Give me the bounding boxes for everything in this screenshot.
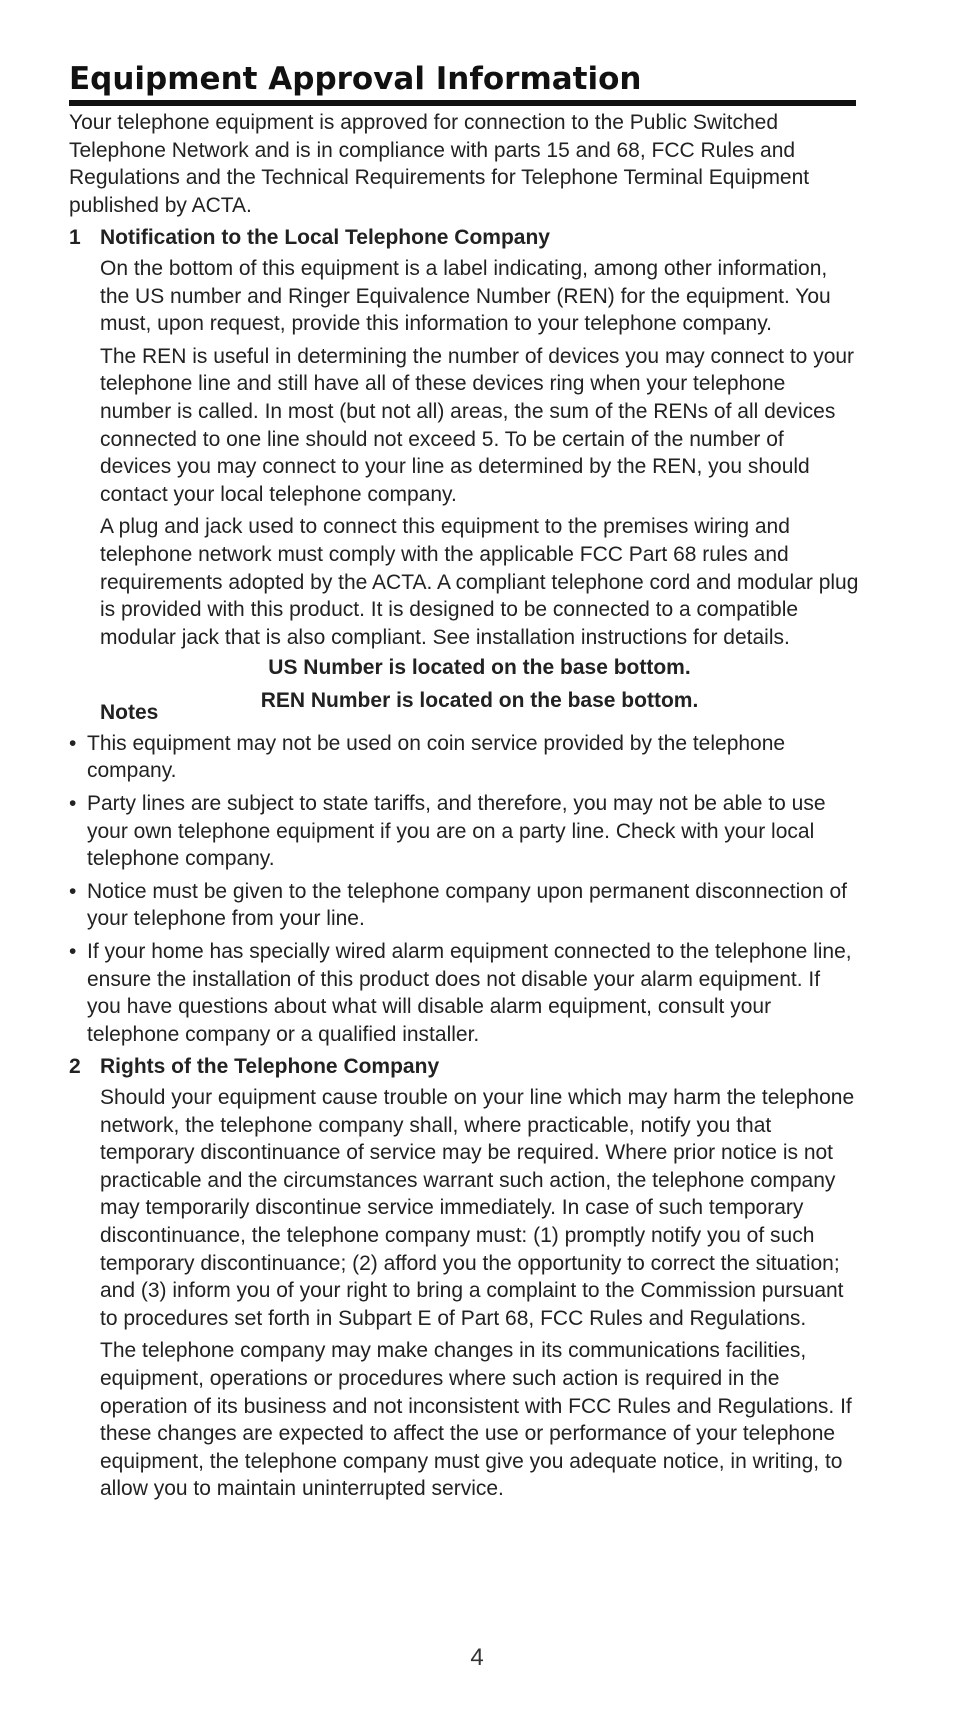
section-1-paragraph: The REN is useful in determining the number of devices you may connect to your telephone line and still have all of these devices ring when your telephone number is called. In most (but not all) areas, the sum of the RENs of all devices connected to one line should not exceed 5. To be certain of the number of devices you may connect to your line as determined by the REN, you should contact your local telephone company. — [100, 344, 855, 506]
section-1-paragraph: On the bottom of this equipment is a label indicating, among other information, the US number and Ringer Equivalence Number (REN) for the equipment. You must, upon request, provide this information to your telephone company. — [100, 256, 831, 336]
list-item — [69, 878, 859, 933]
note-text: Party lines are subject to state tariffs, and therefore, you may not be able to use your own telephone equipment if you are on a party line. Check with your local telephone company. — [87, 792, 826, 871]
list-item — [69, 730, 859, 785]
section-1-body — [100, 255, 859, 727]
us-number-note: US Number is located on the base bottom. — [268, 656, 691, 680]
page-title: Equipment Approval Information — [69, 61, 642, 97]
page-number: 4 — [470, 1644, 484, 1671]
list-item — [69, 790, 859, 873]
section-2-heading — [69, 1053, 859, 1081]
notes-list — [69, 730, 859, 1049]
section-2-paragraph: Should your equipment cause trouble on your line which may harm the telephone network, the telephone company shall, where practicable, notify you that temporary discontinuance of service may be required. Where prior notice is not practicable and the circumstances warrant such action, the telephone company may temporarily discontinue service immediately. In case of such temporary discontinuance, the telephone company must: (1) promptly notify you of such temporary discontinuance; (2) afford you the opportunity to correct the situation; and (3) inform you of your right to bring a complaint to the Commission pursuant to procedures set forth in Subpart E of Part 68, FCC Rules and Regulations. — [100, 1086, 855, 1330]
bullet-icon: • — [69, 792, 77, 816]
notes-heading: Notes — [100, 701, 159, 725]
bullet-icon: • — [69, 940, 77, 964]
section-2-body — [100, 1084, 859, 1503]
ren-number-note: REN Number is located on the base bottom. — [260, 689, 699, 713]
section-1-heading — [69, 224, 859, 252]
document-page — [69, 60, 859, 1503]
bullet-icon: • — [69, 879, 77, 903]
section-2-number: 2 — [69, 1055, 81, 1079]
bullet-icon: • — [69, 731, 77, 755]
section-1-number: 1 — [69, 226, 81, 250]
list-item — [69, 938, 859, 1048]
note-text: If your home has specially wired alarm equipment connected to the telephone line, ensure the installation of this product does not disable your alarm equipment. If you have questions about what will disable alarm equipment, consult your telephone company or a qualified installer. — [87, 940, 852, 1046]
section-2-title: Rights of the Telephone Company — [100, 1055, 440, 1079]
intro-paragraph: Your telephone equipment is approved for connection to the Public Switched Telephone Network and is in compliance with parts 15 and 68, FCC Rules and Regulations and the Technical Requirements for Telephone Terminal Equipment published by ACTA. — [69, 111, 810, 217]
note-text: Notice must be given to the telephone company upon permanent disconnection of your telephone from your line. — [87, 879, 847, 931]
note-text: This equipment may not be used on coin service provided by the telephone company. — [87, 731, 786, 783]
title-underline-divider — [69, 100, 856, 106]
section-2-paragraph: The telephone company may make changes in its communications facilities, equipment, operations or procedures where such action is required in the operation of its business and not inconsistent with FCC Rules and Regulations. If these changes are expected to affect the use or performance of your telephone equipment, the telephone company must give you adequate notice, in writing, to allow you to maintain uninterrupted service. — [100, 1339, 852, 1501]
section-1-paragraph: A plug and jack used to connect this equipment to the premises wiring and telephone network must comply with the applicable FCC Part 68 rules and requirements adopted by the ACTA. A compliant telephone cord and modular plug is provided with this product. It is designed to be connected to a compatible modular jack that is also compliant. See installation instructions for details. — [100, 515, 859, 649]
section-1-title: Notification to the Local Telephone Company — [100, 226, 550, 250]
